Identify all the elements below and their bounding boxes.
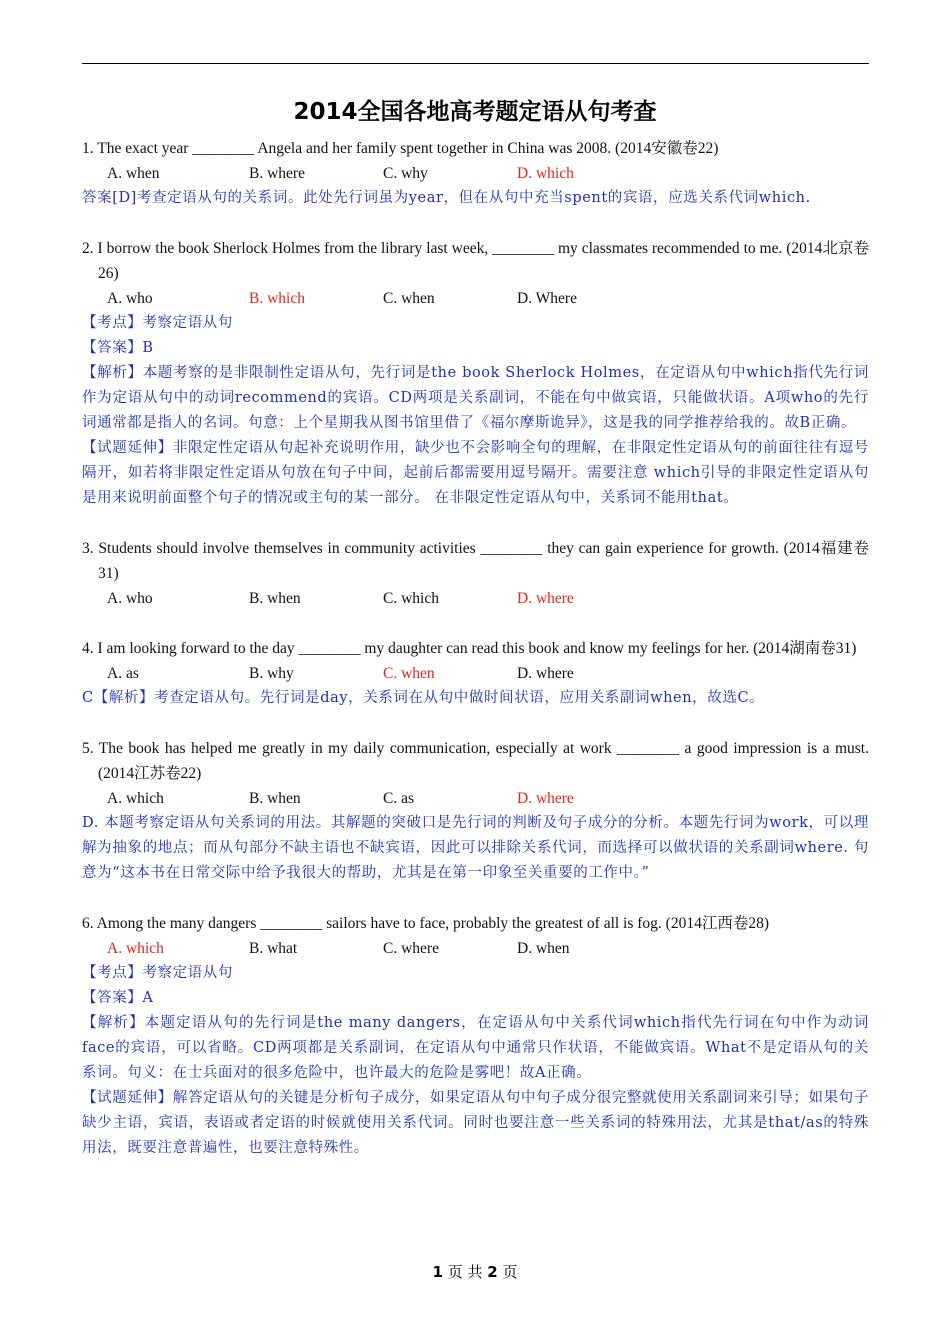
- option-c: C. which: [383, 590, 439, 607]
- page-footer: [0, 1261, 950, 1282]
- question-list: [82, 136, 869, 1161]
- page-total: 2: [487, 1263, 498, 1281]
- option-a-correct: A. which: [107, 940, 164, 957]
- explanation-analysis: 【解析】本题定语从句的先行词是the many dangers，在定语从句中关系代词which指代先行词在句中作为动词face的宾语，可以省略。CD两项都是关系副词，在定语从句中通常只作状语，不能做宾语。What不是定语从句的关系词。句义：在士兵面对的很多危险中，也许最大的危险是雾吧！故A正确。: [82, 1015, 869, 1081]
- question-4: [82, 636, 869, 711]
- explanation-point: 【考点】考察定语从句: [82, 965, 233, 981]
- option-a: A. who: [107, 290, 153, 307]
- explanation-line: D. 本题考察定语从句关系词的用法。其解题的突破口是先行词的判断及句子成分的分析。本题先行词为work，可以理解为抽象的地点；而从句部分不缺主语也不缺宾语，因此可以排除关系代词，而选择可以做状语的关系副词where. 句意为“这本书在日常交际中给予我很大的帮助，尤其是在第一印象至关重要的工作中。”: [82, 815, 869, 881]
- option-c: C. why: [383, 165, 428, 182]
- question-6: [82, 911, 869, 1161]
- option-row: [82, 161, 869, 186]
- option-row: [82, 786, 869, 811]
- option-d: D. where: [517, 665, 574, 682]
- option-d-correct: D. where: [517, 590, 574, 607]
- page-title: 2014全国各地高考题定语从句考查: [293, 99, 657, 125]
- option-a: A. which: [107, 790, 164, 807]
- question-stem: 2. I borrow the book Sherlock Holmes from the library last week, ________ my classmates recommended to me. (2014北京卷26): [82, 240, 869, 282]
- explanation-answer: 【答案】B: [82, 340, 154, 356]
- option-b: B. when: [249, 790, 301, 807]
- explanation-answer: 【答案】A: [82, 990, 154, 1006]
- explanation-line: 答案[D]考查定语从句的关系词。此处先行词虽为year，但在从句中充当spent的宾语，应选关系代词which.: [82, 190, 811, 206]
- header-rule: [82, 63, 869, 64]
- question-5: [82, 736, 869, 886]
- question-stem: 3. Students should involve themselves in community activities ________ they can gain experience for growth. (2014福建卷31): [82, 540, 869, 582]
- question-stem: 6. Among the many dangers ________ sailors have to face, probably the greatest of all is fog. (2014江西卷28): [82, 915, 770, 932]
- option-b: B. what: [249, 940, 298, 957]
- option-b-correct: B. which: [249, 290, 305, 307]
- option-d: D. Where: [517, 290, 577, 307]
- explanation-point: 【考点】考察定语从句: [82, 315, 233, 331]
- page-current: 1: [432, 1263, 443, 1281]
- explanation-extension: 【试题延伸】非限定性定语从句起补充说明作用，缺少也不会影响全句的理解，在非限定性定语从句的前面往往有逗号隔开，如若将非限定性定语从句放在句子中间，起前后都需要用逗号隔开。需要注意 which引导的非限定性定语从句是用来说明前面整个句子的情况或主句的某一部分。 在非限定性定语从句中，关系词不能用that。: [82, 440, 869, 506]
- option-c-correct: C. when: [383, 665, 435, 682]
- explanation-extension: 【试题延伸】解答定语从句的关键是分析句子成分，如果定语从句中句子成分很完整就使用关系副词来引导；如果句子缺少主语，宾语，表语或者定语的时候就使用关系代词。同时也要注意一些关系词的特殊用法，尤其是that/as的特殊用法，既要注意普遍性，也要注意特殊性。: [82, 1090, 869, 1156]
- option-a: A. when: [107, 165, 160, 182]
- explanation-line: C【解析】考查定语从句。先行词是day，关系词在从句中做时间状语，应用关系副词when，故选C。: [82, 690, 765, 706]
- option-a: A. who: [107, 590, 153, 607]
- question-stem: 4. I am looking forward to the day ________ my daughter can read this book and know my feelings for her. (2014湖南卷31): [82, 640, 857, 657]
- question-stem: 5. The book has helped me greatly in my daily communication, especially at work ________ a good impression is a must. (2014江苏卷22): [82, 740, 869, 782]
- option-b: B. where: [249, 165, 305, 182]
- option-b: B. when: [249, 590, 301, 607]
- option-b: B. why: [249, 665, 294, 682]
- question-2: [82, 236, 869, 511]
- option-row: [82, 586, 869, 611]
- option-d-correct: D. which: [517, 165, 574, 182]
- question-stem: 1. The exact year ________ Angela and her family spent together in China was 2008. (2014安徽卷22): [82, 140, 719, 157]
- option-c: C. as: [383, 790, 414, 807]
- question-1: [82, 136, 869, 211]
- explanation-analysis: 【解析】本题考察的是非限制性定语从句，先行词是the book Sherlock Holmes，在定语从句中which指代先行词作为定语从句中的动词recommend的宾语。CD两项是关系副词，不能在句中做宾语，只能做状语。A项who的先行词通常都是指人的名词。句意：上个星期我从图书馆里借了《福尔摩斯诡异》，这是我的同学推荐给我的。故B正确。: [82, 365, 869, 431]
- option-d: D. when: [517, 940, 570, 957]
- option-row: [82, 936, 869, 961]
- page-text-end: 页: [497, 1263, 518, 1281]
- option-row: [82, 661, 869, 686]
- option-c: C. when: [383, 290, 435, 307]
- option-d-correct: D. where: [517, 790, 574, 807]
- option-c: C. where: [383, 940, 439, 957]
- page-text-mid: 页 共: [442, 1263, 488, 1281]
- option-row: [82, 286, 869, 311]
- question-3: [82, 536, 869, 611]
- option-a: A. as: [107, 665, 139, 682]
